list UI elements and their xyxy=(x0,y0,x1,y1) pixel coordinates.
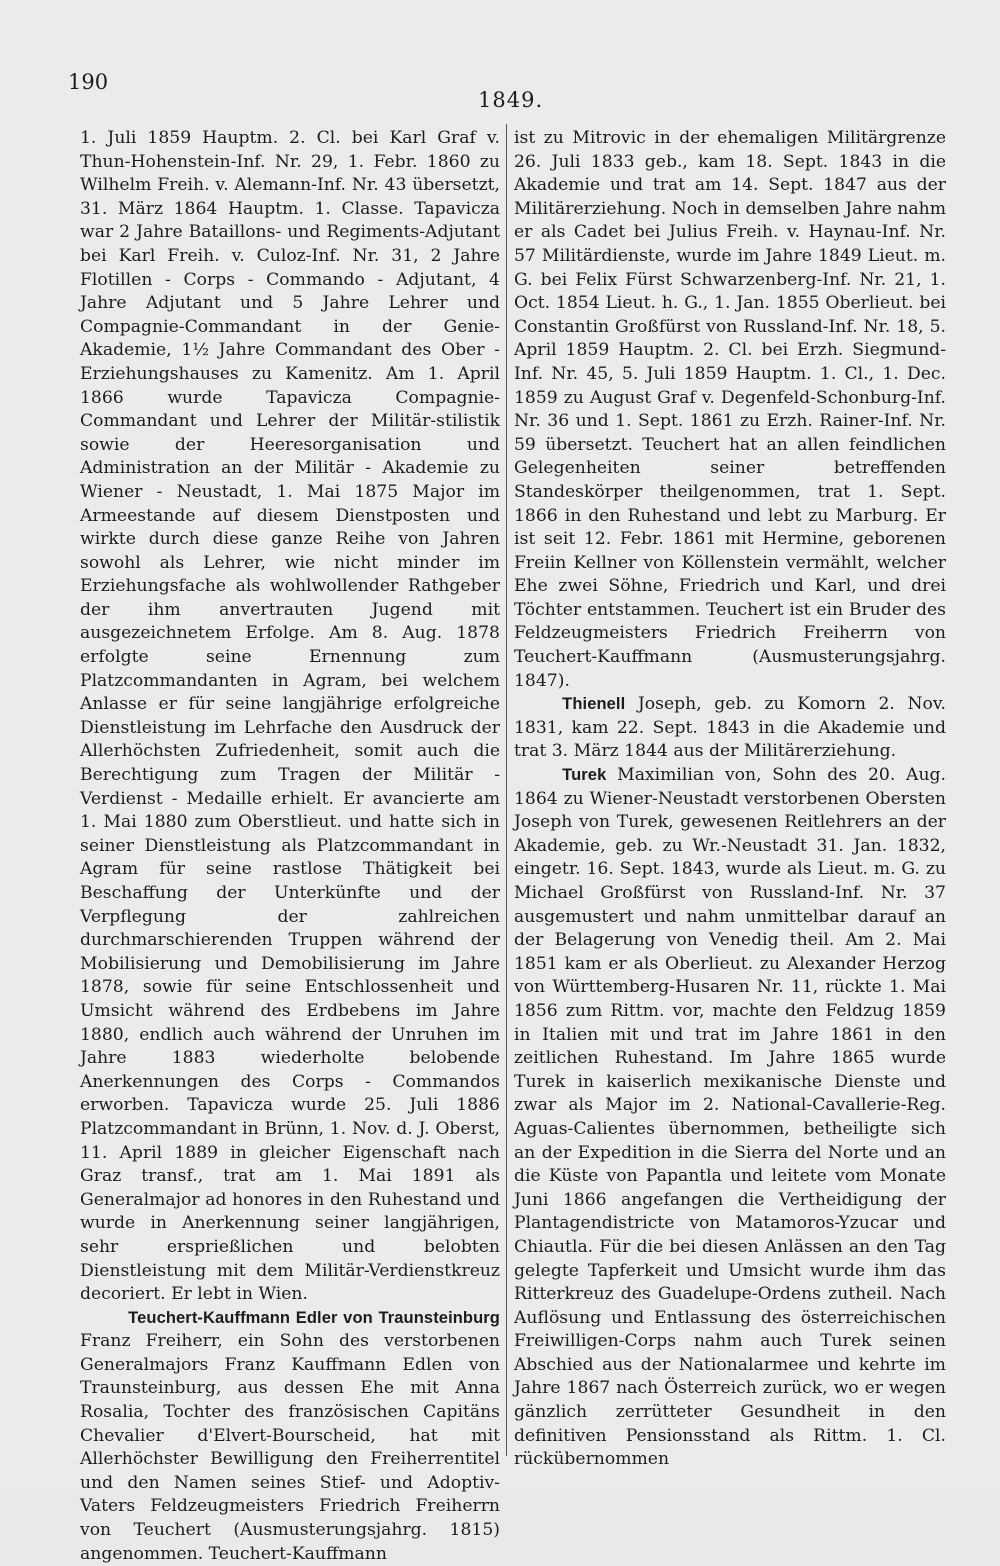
running-header-year: 1849. xyxy=(478,88,544,112)
paragraph-teuchert-continued: ist zu Mitrovic in der ehemaligen Militärgrenze 26. Juli 1833 geb., kam 18. Sept. 1843 in die Akademie und trat am 14. Sept. 1847 aus der Militärerziehung. Noch in demselben Jahre nahm er als Cadet bei Julius Freih. v. Haynau-Inf. Nr. 57 Militärdienste, wurde im Jahre 1849 Lieut. m. G. bei Felix Fürst Schwarzenberg-Inf. Nr. 21, 1. Oct. 1854 Lieut. h. G., 1. Jan. 1855 Oberlieut. bei Constantin Großfürst von Russland-Inf. Nr. 18, 5. April 1859 Hauptm. 2. Cl. bei Erzh. Siegmund-Inf. Nr. 45, 5. Juli 1859 Hauptm. 1. Cl., 1. Dec. 1859 zu August Graf v. Degenfeld-Schonburg-Inf. Nr. 36 und 1. Sept. 1861 zu Erzh. Rainer-Inf. Nr. 59 übersetzt. Teuchert hat an allen feindlichen Gelegenheiten seiner betreffenden Standeskörper theilgenommen, trat 1. Sept. 1866 in den Ruhestand und lebt zu Marburg. Er ist seit 12. Febr. 1861 mit Hermine, geborenen Freiin Kellner von Köllenstein vermählt, welcher Ehe zwei Söhne, Friedrich und Karl, und drei Töchter entstammen. Teuchert ist ein Bruder des Feldzeugmeisters Friedrich Freiherrn von Teuchert-Kauffmann (Ausmusterungsjahrg. 1847). xyxy=(514,128,946,691)
entry-turek xyxy=(514,764,946,1472)
entry-name: Turek xyxy=(562,766,607,785)
right-column xyxy=(514,127,946,1472)
entry-text: Joseph, geb. zu Komorn 2. Nov. 1831, kam 22. Sept. 1843 in die Akademie und trat 3. März 1844 aus der Militärerziehung. xyxy=(514,694,946,762)
page-number: 190 xyxy=(68,70,109,94)
column-divider xyxy=(506,124,507,1456)
entry-thienell xyxy=(514,693,946,764)
entry-name: Teuchert-Kauffmann Edler von Traunsteinburg xyxy=(128,1308,500,1327)
entry-text: Franz Freiherr, ein Sohn des verstorbenen Generalmajors Franz Kauffmann Edlen von Traunsteinburg, aus dessen Ehe mit Anna Rosalia, Tochter des französischen Capitäns Chevalier d'Elvert-Bourscheid, hat mit Allerhöchster Bewilligung den Freiherrentitel und den Namen seines Stief- und Adoptiv-Vaters Feldzeugmeisters Friedrich Freiherrn von Teuchert (Ausmusterungsjahrg. 1815) angenommen. Teuchert-Kauffmann xyxy=(80,1331,500,1564)
left-column xyxy=(80,127,500,1566)
entry-name: Thienell xyxy=(562,695,626,714)
paragraph-tapavicza-continued: 1. Juli 1859 Hauptm. 2. Cl. bei Karl Graf v. Thun-Hohenstein-Inf. Nr. 29, 1. Febr. 1860 zu Wilhelm Freih. v. Alemann-Inf. Nr. 43 übersetzt, 31. März 1864 Hauptm. 1. Classe. Tapavicza war 2 Jahre Bataillons- und Regiments-Adjutant bei Karl Freih. v. Culoz-Inf. Nr. 31, 2 Jahre Flotillen - Corps - Commando - Adjutant, 4 Jahre Adjutant und 5 Jahre Lehrer und Compagnie-Commandant in der Genie-Akademie, 1½ Jahre Commandant des Ober - Erziehungshauses zu Kamenitz. Am 1. April 1866 wurde Tapavicza Compagnie-Commandant und Lehrer der Militär-stilistik sowie der Heeresorganisation und Administration an der Militär - Akademie zu Wiener - Neustadt, 1. Mai 1875 Major im Armeestande auf diesem Dienstposten und wirkte durch diese ganze Reihe von Jahren sowohl als Lehrer, wie nicht minder im Erziehungsfache als wohlwollender Rathgeber der ihm anvertrauten Jugend mit ausgezeichnetem Erfolge. Am 8. Aug. 1878 erfolgte seine Ernennung zum Platzcommandanten in Agram, bei welchem Anlasse er für seine langjährige erfolgreiche Dienstleistung im Lehrfache den Ausdruck der Allerhöchsten Zufriedenheit, somit auch die Berechtigung zum Tragen der Militär - Verdienst - Medaille erhielt. Er avancierte am 1. Mai 1880 zum Oberstlieut. und hatte sich in seiner Dienstleistung als Platzcommandant in Agram für seine rastlose Thätigkeit bei Beschaffung der Unterkünfte und der Verpflegung der zahlreichen durchmarschierenden Truppen während der Mobilisierung und Demobilisierung im Jahre 1878, sowie für seine Entschlossenheit und Umsicht während des Erdbebens im Jahre 1880, endlich auch während der Unruhen im Jahre 1883 wiederholte belobende Anerkennungen des Corps - Commandos erworben. Tapavicza wurde 25. Juli 1886 Platzcommandant in Brünn, 1. Nov. d. J. Oberst, 11. April 1889 in gleicher Eigenschaft nach Graz transf., trat am 1. Mai 1891 als Generalmajor ad honores in den Ruhestand und wurde in Anerkennung seiner langjährigen, sehr ersprießlichen und belobten Dienstleistung mit dem Militär-Verdienstkreuz decoriert. Er lebt in Wien. xyxy=(80,128,500,1305)
entry-text: Maximilian von, Sohn des 20. Aug. 1864 zu Wiener-Neustadt verstorbenen Obersten Joseph von Turek, gewesenen Reitlehrers an der Akademie, geb. zu Wr.-Neustadt 31. Jan. 1832, eingetr. 16. Sept. 1843, wurde als Lieut. m. G. zu Michael Großfürst von Russland-Inf. Nr. 37 ausgemustert und nahm unmittelbar darauf an der Belagerung von Venedig theil. Am 2. Mai 1851 kam er als Oberlieut. zu Alexander Herzog von Württemberg-Husaren Nr. 11, rückte 1. Mai 1856 zum Rittm. vor, machte den Feldzug 1859 in Italien mit und trat im Jahre 1861 in den zeitlichen Ruhestand. Im Jahre 1865 wurde Turek in kaiserlich mexikanische Dienste und zwar als Major im 2. National-Cavallerie-Reg. Aguas-Calientes übernommen, betheiligte sich an der Expedition in die Sierra del Norte und an die Küste von Papantla und leitete vom Monate Juni 1866 angefangen die Vertheidigung der Plantagendistricte von Matamoros-Yzucar und Chiautla. Für die bei diesen Anlässen an den Tag gelegte Tapferkeit und Umsicht wurde ihm das Ritterkreuz des Guadelupe-Ordens zutheil. Nach Auflösung und Entlassung des österreichischen Freiwilligen-Corps nahm auch Turek seinen Abschied aus der Nationalarmee und kehrte im Jahre 1867 nach Österreich zurück, wo er wegen gänzlich zerrütteter Gesundheit in den definitiven Pensionsstand als Rittm. 1. Cl. rückübernommen xyxy=(514,765,946,1470)
entry-teuchert-kauffmann xyxy=(80,1307,500,1566)
